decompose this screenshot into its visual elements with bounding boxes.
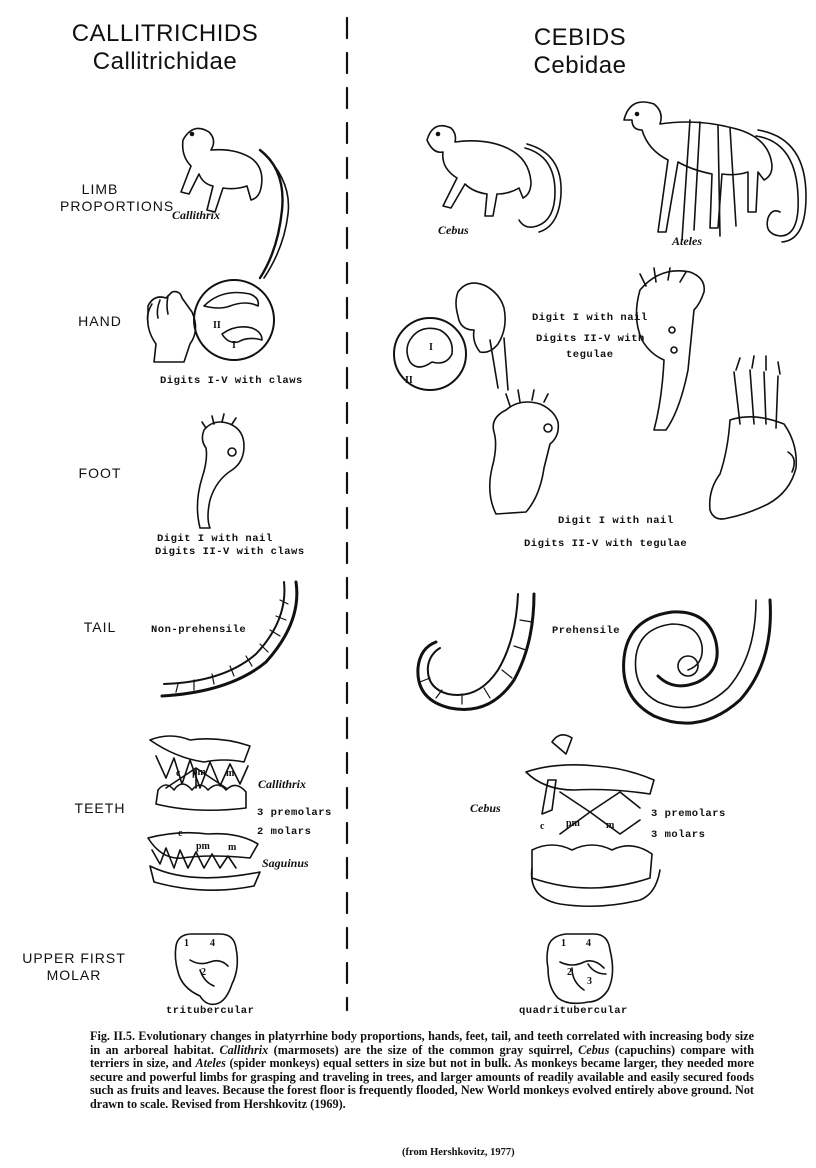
caption-callithrix: Callithrix <box>219 1042 269 1057</box>
callithrix-body-drawing <box>181 128 288 278</box>
row-label-limb-line2: PROPORTIONS <box>60 198 175 214</box>
row-label-limb-line1: LIMB <box>81 181 119 197</box>
hand-right-description-line1: Digit I with nail <box>532 312 648 324</box>
quadritubercular-cusp-1-label: 1 <box>561 938 566 949</box>
cebus-foot-drawing <box>490 390 559 514</box>
hand-right-description-line2: Digits II-V with <box>536 333 645 345</box>
callitrichid-hand-drawing <box>148 280 275 362</box>
molar-right-description: quadritubercular <box>519 1005 628 1017</box>
quadritubercular-cusp-2-label: 2 <box>567 967 572 978</box>
ateles-hand-drawing <box>636 268 704 430</box>
callithrix-limb-label: Callithrix <box>172 208 221 222</box>
tritubercular-cusp-2-label: 2 <box>201 967 206 978</box>
cebus-body-drawing <box>427 126 561 232</box>
callithrix-canine-label: c <box>176 768 181 779</box>
right-header-common-name: CEBIDS <box>533 24 627 51</box>
teeth-left-molars: 2 molars <box>257 826 312 838</box>
foot-left-description-line2: Digits II-V with claws <box>155 546 305 558</box>
tail-right-description: Prehensile <box>552 625 621 637</box>
foot-right-description-line1: Digit I with nail <box>558 515 674 527</box>
foot-left-description-line1: Digit I with nail <box>157 533 273 545</box>
tail-left-description: Non-prehensile <box>151 624 247 636</box>
caption-text-part1: Evolutionary changes in platyrrhine body proportions, hands, feet, tail, and teeth correlated with increasing body size in an arboreal habitat. <box>90 1029 754 1057</box>
teeth-cebus-label: Cebus <box>470 801 501 815</box>
hand-left-description: Digits I-V with claws <box>160 375 303 387</box>
row-label-foot: FOOT <box>78 465 122 481</box>
ateles-body-drawing <box>624 102 806 242</box>
cebus-limb-label: Cebus <box>438 223 469 237</box>
teeth-right-molars: 3 molars <box>651 829 706 841</box>
hand-circle-digit-ii-label: II <box>213 320 221 331</box>
caption-text-part3: (capuchins) compare with terriers in size, and <box>90 1042 754 1071</box>
callitrichid-foot-drawing <box>197 414 244 528</box>
foot-right-description-line2: Digits II-V with tegulae <box>524 538 688 550</box>
tritubercular-cusp-4-label: 4 <box>210 938 215 949</box>
saguinus-canine-label: c <box>178 828 183 839</box>
tritubercular-cusp-1-label: 1 <box>184 938 189 949</box>
caption-text-part4: (spider monkeys) equal setters in size but not in bulk. As monkeys became larger, they needed more secure and powerful limbs for grasping and traveling in trees, and larger amounts of readily available and easily secured foods such as fruits and leaves. Because the forest floor is frequently flooded, New World monkeys evolved entirely above ground. Not drawn to scale. Revised from Hershkovitz (1969). <box>90 1056 754 1111</box>
teeth-callithrix-label: Callithrix <box>258 777 307 791</box>
caption-figure-number: Fig. II.5. <box>90 1029 135 1043</box>
hand-circle-digit-i-label: I <box>232 340 236 351</box>
ateles-coiled-tail-drawing <box>624 600 771 723</box>
callithrix-premolar-label: pm <box>192 767 206 778</box>
cebus-molar-label: m <box>606 820 615 831</box>
caption-cebus: Cebus <box>578 1042 610 1057</box>
teeth-left-premolars: 3 premolars <box>257 807 332 819</box>
ateles-limb-label: Ateles <box>672 234 702 248</box>
cebid-hand-digit-ii-label: II <box>405 375 413 386</box>
callithrix-molar-label: m <box>226 768 235 779</box>
right-header-family-name: Cebidae <box>533 52 627 79</box>
row-label-teeth: TEETH <box>74 800 126 816</box>
left-header-common-name: CALLITRICHIDS <box>71 20 259 47</box>
row-label-tail: TAIL <box>83 619 117 635</box>
row-label-molar-line1: UPPER FIRST <box>22 950 126 966</box>
caption-text-part2: (marmosets) are the size of the common gray squirrel, <box>268 1042 579 1057</box>
saguinus-premolar-label: pm <box>196 841 210 852</box>
quadritubercular-molar-drawing <box>547 934 613 1003</box>
quadritubercular-cusp-3-label: 3 <box>587 976 592 987</box>
cebid-hand-drawing <box>394 283 508 390</box>
cebus-premolar-label: pm <box>566 818 580 829</box>
ateles-foot-drawing <box>710 356 797 519</box>
left-header-family-name: Callitrichidae <box>92 48 238 75</box>
cebus-canine-label: c <box>540 821 545 832</box>
teeth-saguinus-label: Saguinus <box>262 856 309 870</box>
quadritubercular-cusp-4-label: 4 <box>586 938 591 949</box>
row-label-molar-line2: MOLAR <box>46 967 102 983</box>
figure-caption <box>90 1030 754 1112</box>
cebid-hand-digit-i-label: I <box>429 342 433 353</box>
teeth-right-premolars: 3 premolars <box>651 808 726 820</box>
figure-credit: (from Hershkovitz, 1977) <box>402 1147 515 1158</box>
row-label-hand: HAND <box>78 313 122 329</box>
saguinus-molar-label: m <box>228 842 237 853</box>
hand-right-description-line3: tegulae <box>566 349 614 361</box>
cebus-teeth-drawing <box>526 735 660 906</box>
caption-ateles: Ateles <box>195 1056 226 1071</box>
cebus-prehensile-tail-drawing <box>418 594 534 709</box>
molar-left-description: tritubercular <box>166 1005 255 1017</box>
non-prehensile-tail-drawing <box>162 582 297 696</box>
